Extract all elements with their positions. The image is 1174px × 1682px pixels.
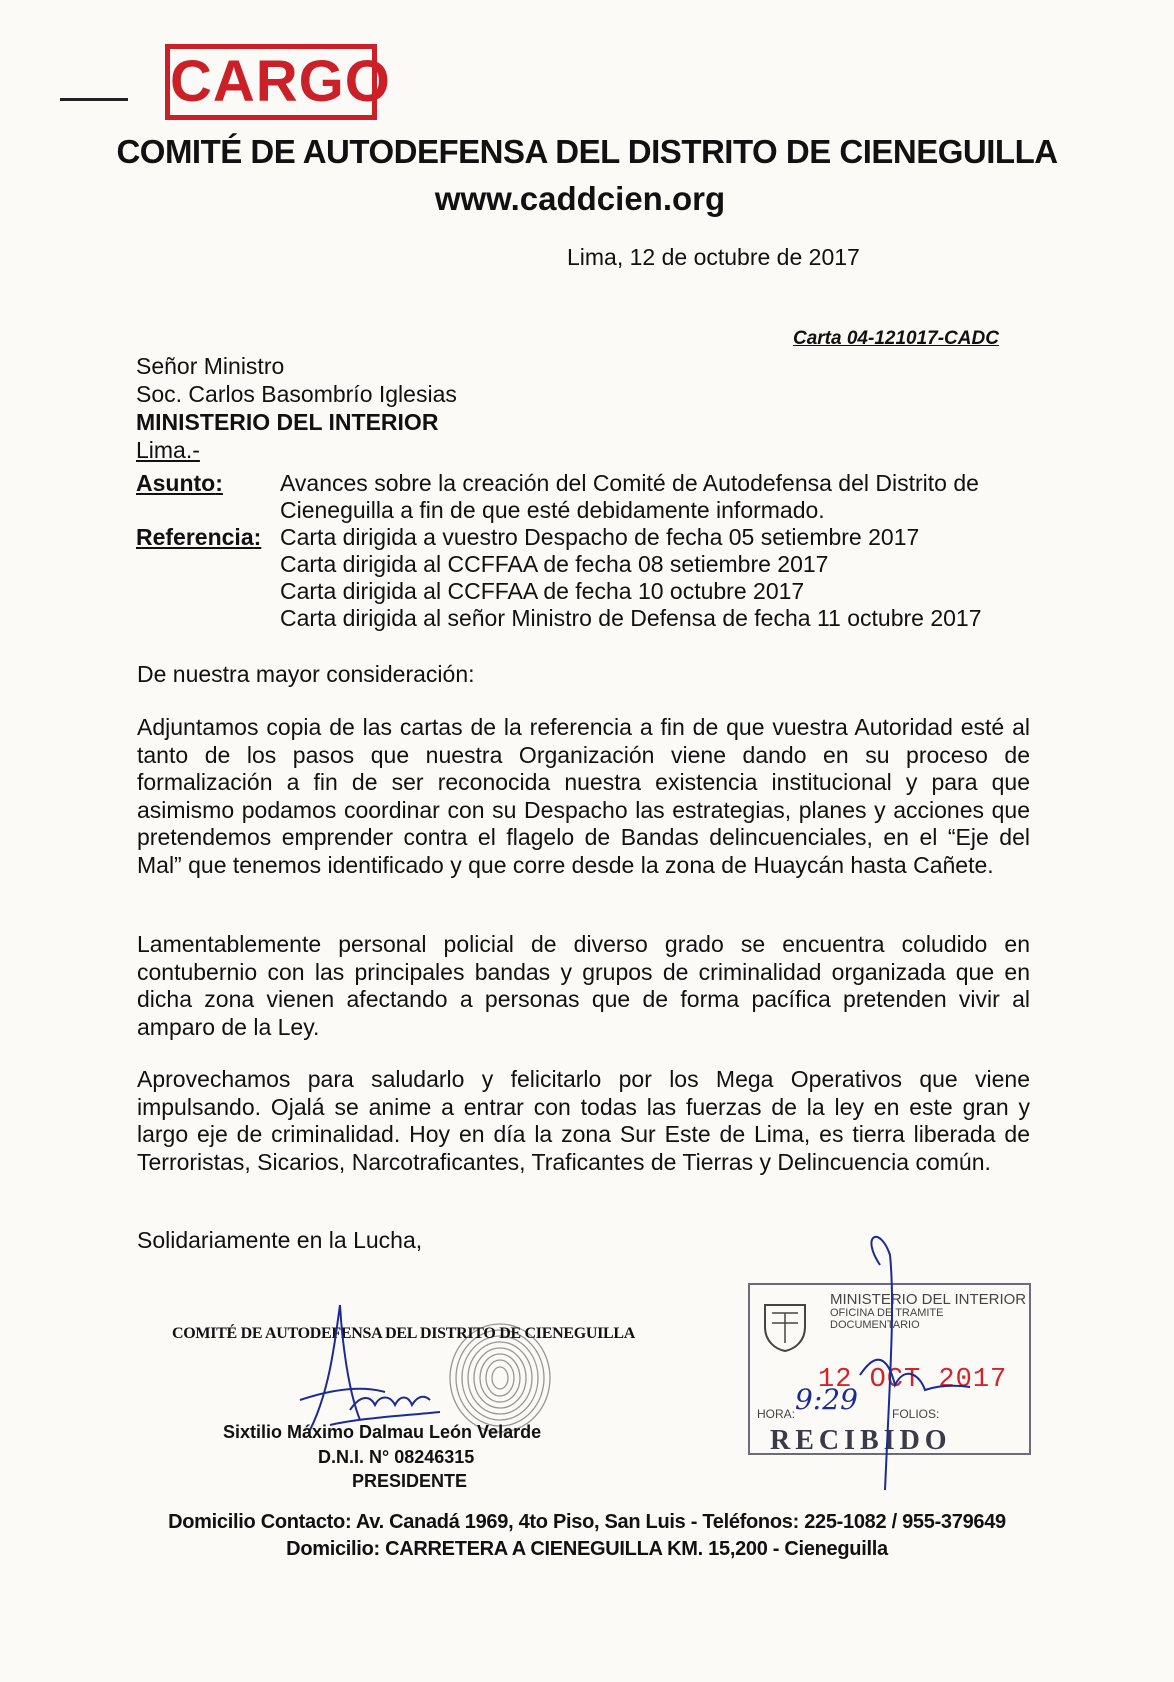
margin-dash	[60, 98, 128, 101]
referencia-label: Referencia:	[136, 524, 262, 550]
referencia-line-2: Carta dirigida al CCFFAA de fecha 08 setiembre 2017	[280, 551, 829, 577]
signatory-role: PRESIDENTE	[352, 1471, 468, 1491]
recipient-block	[136, 352, 457, 464]
asunto-line-1: Avances sobre la creación del Comité de Autodefensa del Distrito de	[280, 470, 979, 496]
body-paragraph-2: Lamentablemente personal policial de diverso grado se encuentra coludido en contubernio con las principales bandas y grupos de criminalidad organizada que en dicha zona vienen afectando a personas que de forma pacífica pretenden vivir al amparo de la Ley.	[137, 931, 1030, 1040]
signatory-dni: D.N.I. N° 08246315	[318, 1447, 475, 1467]
body-paragraph-1: Adjuntamos copia de las cartas de la referencia a fin de que vuestra Autoridad esté al tanto de los pasos que nuestra Organización viene dando en su proceso de formalización a fin de ser reconocida nuestra existencia institucional y para que asimismo podamos coordinar con su Despacho las estrategias, planes y acciones que pretendemos emprender contra el flagelo de Bandas delincuenciales, en el “Eje del Mal” que tenemos identificado y que corre desde la zona de Huaycán hasta Cañete.	[137, 714, 1030, 878]
stamp-office: OFICINA DE TRAMITE DOCUMENTARIO	[830, 1307, 944, 1331]
recipient-ministry: MINISTERIO DEL INTERIOR	[136, 409, 439, 435]
footer-contact: Domicilio Contacto: Av. Canadá 1969, 4to Piso, San Luis - Teléfonos: 225-1082 / 955-379649	[168, 1511, 1006, 1533]
stamp-date: 12 OCT 2017	[818, 1365, 1008, 1395]
closing: Solidariamente en la Lucha,	[137, 1227, 423, 1253]
referencia-line-1: Carta dirigida a vuestro Despacho de fecha 05 setiembre 2017	[280, 524, 920, 550]
org-website: www.caddcien.org	[434, 180, 726, 217]
handwritten-initials	[850, 1225, 990, 1495]
reference-code: Carta 04-121017-CADC	[793, 328, 999, 349]
stamp-ministry: MINISTERIO DEL INTERIOR	[830, 1291, 1027, 1308]
subject-block	[0, 470, 1174, 630]
footer-address: Domicilio: CARRETERA A CIENEGUILLA KM. 15,200 - Cieneguilla	[286, 1538, 888, 1560]
referencia-line-3: Carta dirigida al CCFFAA de fecha 10 octubre 2017	[280, 578, 805, 604]
asunto-line-2: Cieneguilla a fin de que esté debidamente informado.	[280, 497, 825, 523]
greeting: De nuestra mayor consideración:	[137, 661, 475, 687]
crest-icon	[760, 1297, 810, 1353]
asunto-label: Asunto:	[136, 470, 223, 496]
recipient-name: Soc. Carlos Basombrío Iglesias	[136, 381, 457, 407]
org-name: COMITÉ DE AUTODEFENSA DEL DISTRITO DE CIENEGUILLA	[116, 133, 1058, 170]
stamp-hora-value: 9:29	[795, 1383, 858, 1416]
recipient-city: Lima.-	[136, 437, 200, 463]
body-paragraph-3: Aprovechamos para saludarlo y felicitarlo por los Mega Operativos que viene impulsando. Ojalá se anime a entrar con todas las fuerzas de la ley en este gran y largo eje de criminalidad. Hoy en día la zona Sur Este de Lima, es tierra liberada de Terroristas, Sicarios, Narcotraficantes, Traficantes de Tierras y Delincuencia común.	[137, 1066, 1030, 1175]
signatory-name: Sixtilio Máximo Dalmau León Velarde	[223, 1422, 542, 1442]
signature-org: COMITÉ DE AUTODEFENSA DEL DISTRITO DE CIENEGUILLA	[172, 1325, 636, 1342]
stamp-hora-label: HORA:	[757, 1407, 796, 1421]
letter-date: Lima, 12 de octubre de 2017	[567, 244, 860, 270]
cargo-stamp: CARGO	[165, 44, 377, 120]
stamp-status: RECIBIDO	[770, 1425, 952, 1456]
handwritten-signature	[290, 1300, 460, 1440]
referencia-line-4: Carta dirigida al señor Ministro de Defensa de fecha 11 octubre 2017	[280, 605, 982, 631]
recipient-title: Señor Ministro	[136, 353, 285, 379]
stamp-folios-label: FOLIOS:	[892, 1407, 940, 1421]
